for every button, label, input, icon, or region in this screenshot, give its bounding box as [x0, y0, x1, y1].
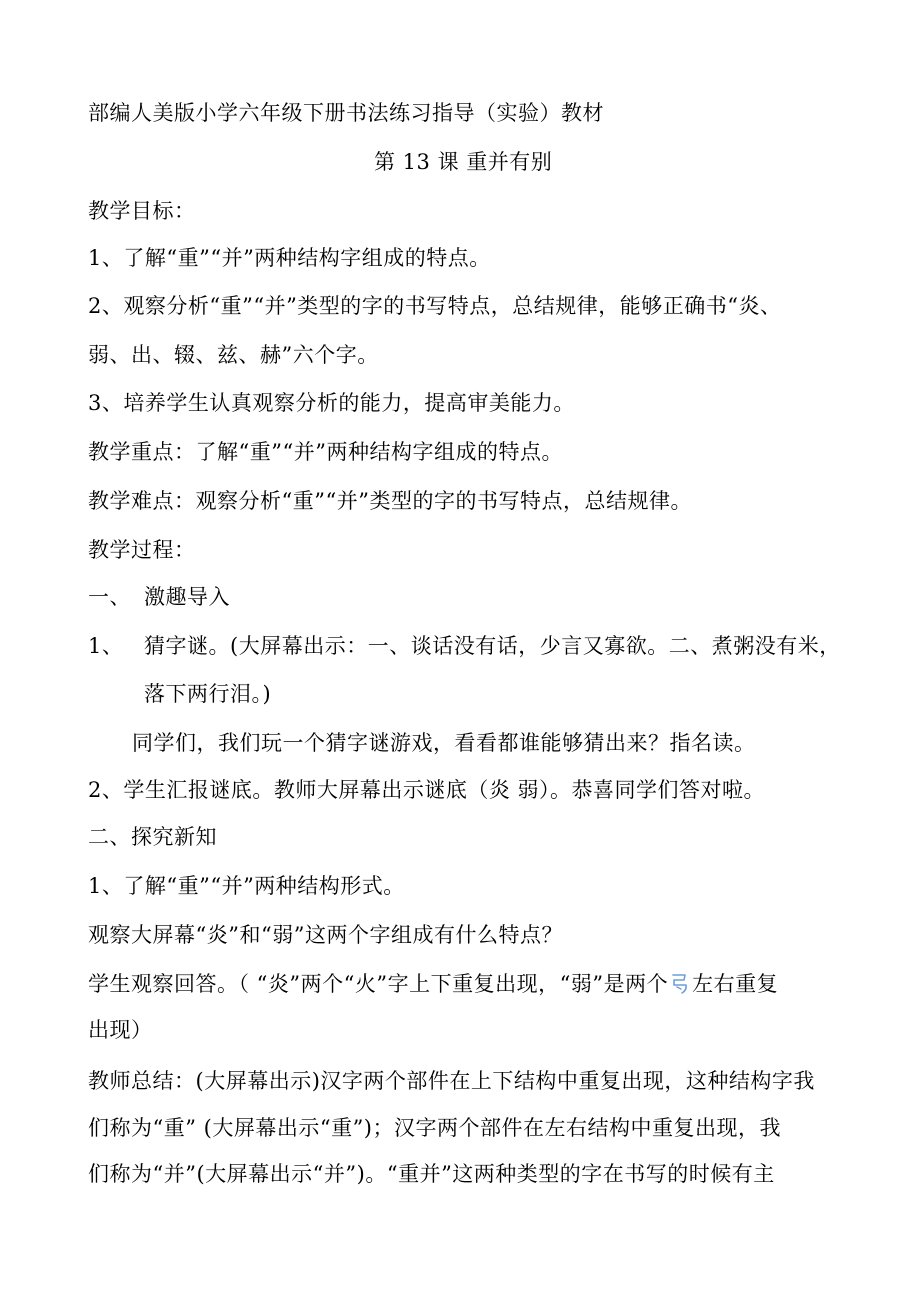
section-2-heading: 二、探究新知 — [88, 825, 217, 849]
objectives-heading: 教学目标： — [88, 199, 196, 223]
gong-component-icon — [669, 971, 691, 995]
document-title: 部编人美版小学六年级下册书法练习指导（实验）教材 — [88, 101, 604, 125]
riddle-line-2: 落下两行泪。) — [144, 682, 272, 706]
student-answer-line-2: 出现） — [88, 1018, 153, 1042]
section-1-title: 激趣导入 — [144, 585, 230, 609]
objective-3: 3、培养学生认真观察分析的能力，提高审美能力。 — [88, 391, 575, 415]
student-report: 2、学生汇报谜底。教师大屏幕出示谜底（炎 弱）。恭喜同学们答对啦。 — [88, 778, 766, 802]
lesson-title: 第 13 课 重并有别 — [374, 150, 553, 174]
student-answer-part-2: 左右重复 — [692, 972, 779, 996]
process-heading: 教学过程： — [88, 538, 196, 562]
objective-2-line-1: 2、观察分析“重”“并”类型的字的书写特点，总结规律，能够正确书“炎、 — [88, 294, 782, 318]
objective-2-line-2: 弱、出、辍、兹、赫”六个字。 — [88, 343, 379, 367]
teacher-summary-line-2: 们称为“重” (大屏幕出示“重”)；汉字两个部件在左右结构中重复出现，我 — [88, 1116, 782, 1140]
riddle-number: 1、 — [88, 634, 124, 658]
teacher-summary-line-3: 们称为“并”(大屏幕出示“并”)。“重并”这两种类型的字在书写的时候有主 — [88, 1162, 775, 1186]
teaching-difficulty: 教学难点：观察分析“重”“并”类型的字的书写特点，总结规律。 — [88, 489, 692, 513]
student-answer-part-1: 学生观察回答。（ “炎”两个“火”字上下重复出现，“弱”是两个 — [88, 972, 669, 996]
teaching-focus: 教学重点：了解“重”“并”两种结构字组成的特点。 — [88, 440, 563, 464]
objective-1: 1、了解“重”“并”两种结构字组成的特点。 — [88, 246, 491, 270]
riddle-prompt: 同学们，我们玩一个猜字谜游戏，看看都谁能够猜出来？指名读。 — [132, 731, 756, 755]
understand-structures: 1、了解“重”“并”两种结构形式。 — [88, 874, 405, 898]
observe-question: 观察大屏幕“炎”和“弱”这两个字组成有什么特点？ — [88, 923, 563, 947]
student-answer-line-1 — [88, 970, 778, 998]
teacher-summary-line-1: 教师总结：(大屏幕出示)汉字两个部件在上下结构中重复出现，这种结构字我 — [88, 1069, 815, 1093]
riddle-line-1: 猜字谜。(大屏幕出示：一、谈话没有话，少言又寡欲。二、煮粥没有米， — [144, 634, 841, 658]
section-1-number: 一、 — [88, 585, 131, 609]
